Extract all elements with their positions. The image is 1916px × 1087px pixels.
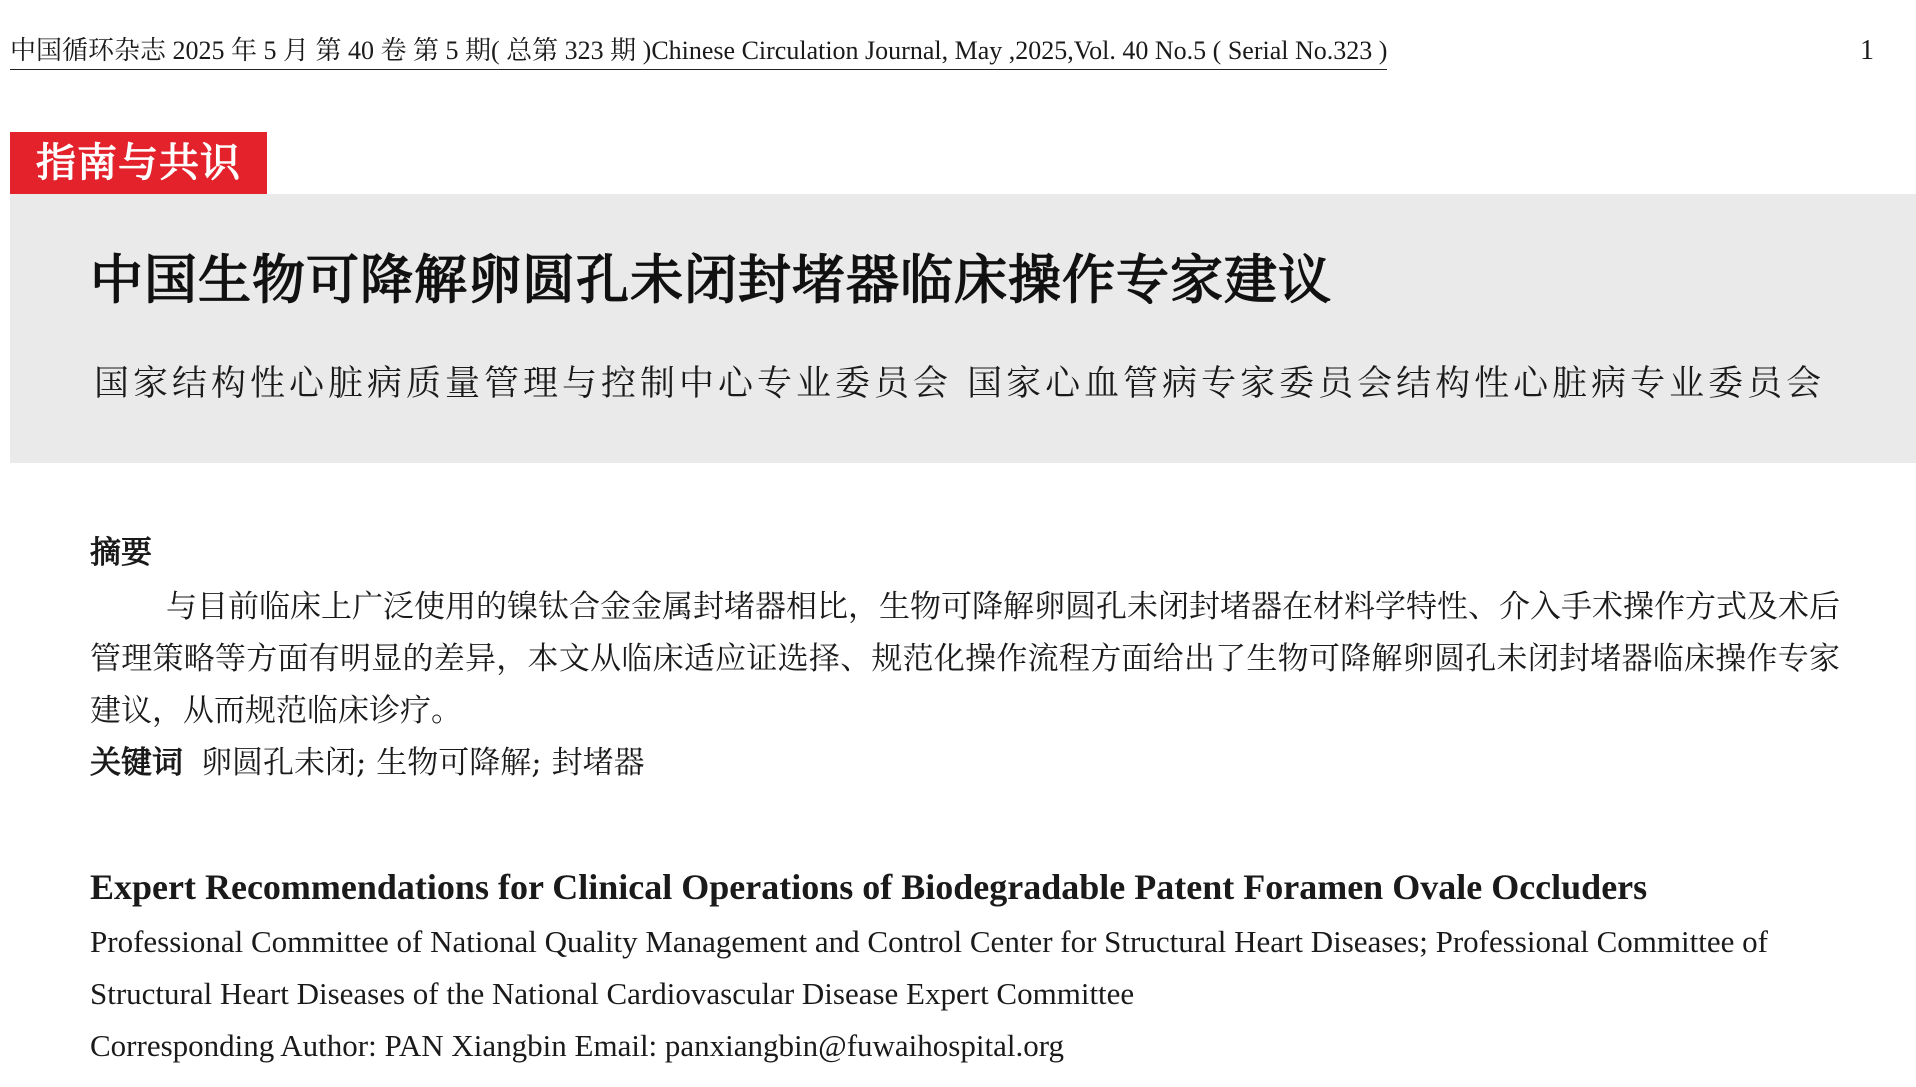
english-abstract-header [90, 862, 1870, 1072]
authors-chinese: 国家结构性心脏病质量管理与控制中心专业委员会 国家心血管病专家委员会结构性心脏病专业委员会 [94, 364, 1826, 404]
keywords-line [90, 737, 1840, 789]
abstract-heading: 摘要 [90, 535, 152, 571]
journal-running-header: 中国循环杂志 2025 年 5 月 第 40 卷 第 5 期( 总第 323 期 )Chinese Circulation Journal, May ,2025,Vol. 40 No.5 ( Serial No.323 ) [10, 34, 1387, 70]
keywords-label: 关键词 [90, 745, 183, 781]
keywords-list: 卵圆孔未闭; 生物可降解; 封堵器 [201, 745, 645, 781]
abstract-body: 与目前临床上广泛使用的镍钛合金金属封堵器相比，生物可降解卵圆孔未闭封堵器在材料学特性、介入手术操作方式及术后管理策略等方面有明显的差异，本文从临床适应证选择、规范化操作流程方面给出了生物可降解卵圆孔未闭封堵器临床操作专家建议，从而规范临床诊疗。 [90, 589, 1840, 729]
article-title-english: Expert Recommendations for Clinical Operations of Biodegradable Patent Foramen Ovale Occluders [90, 867, 1648, 907]
title-block [10, 194, 1916, 463]
article-title-chinese: 中国生物可降解卵圆孔未闭封堵器临床操作专家建议 [90, 250, 1332, 311]
section-category-tag: 指南与共识 [10, 132, 267, 194]
corresponding-author: Corresponding Author: PAN Xiangbin Email: panxiangbin@fuwaihospital.org [90, 1028, 1064, 1063]
authors-english: Professional Committee of National Quality Management and Control Center for Structural Heart Diseases; Professional Committee of Structural Heart Diseases of the National Cardiovascular Disease Expert Committee [90, 924, 1768, 1011]
abstract-section [90, 531, 1840, 789]
page-number: 1 [1860, 35, 1874, 66]
